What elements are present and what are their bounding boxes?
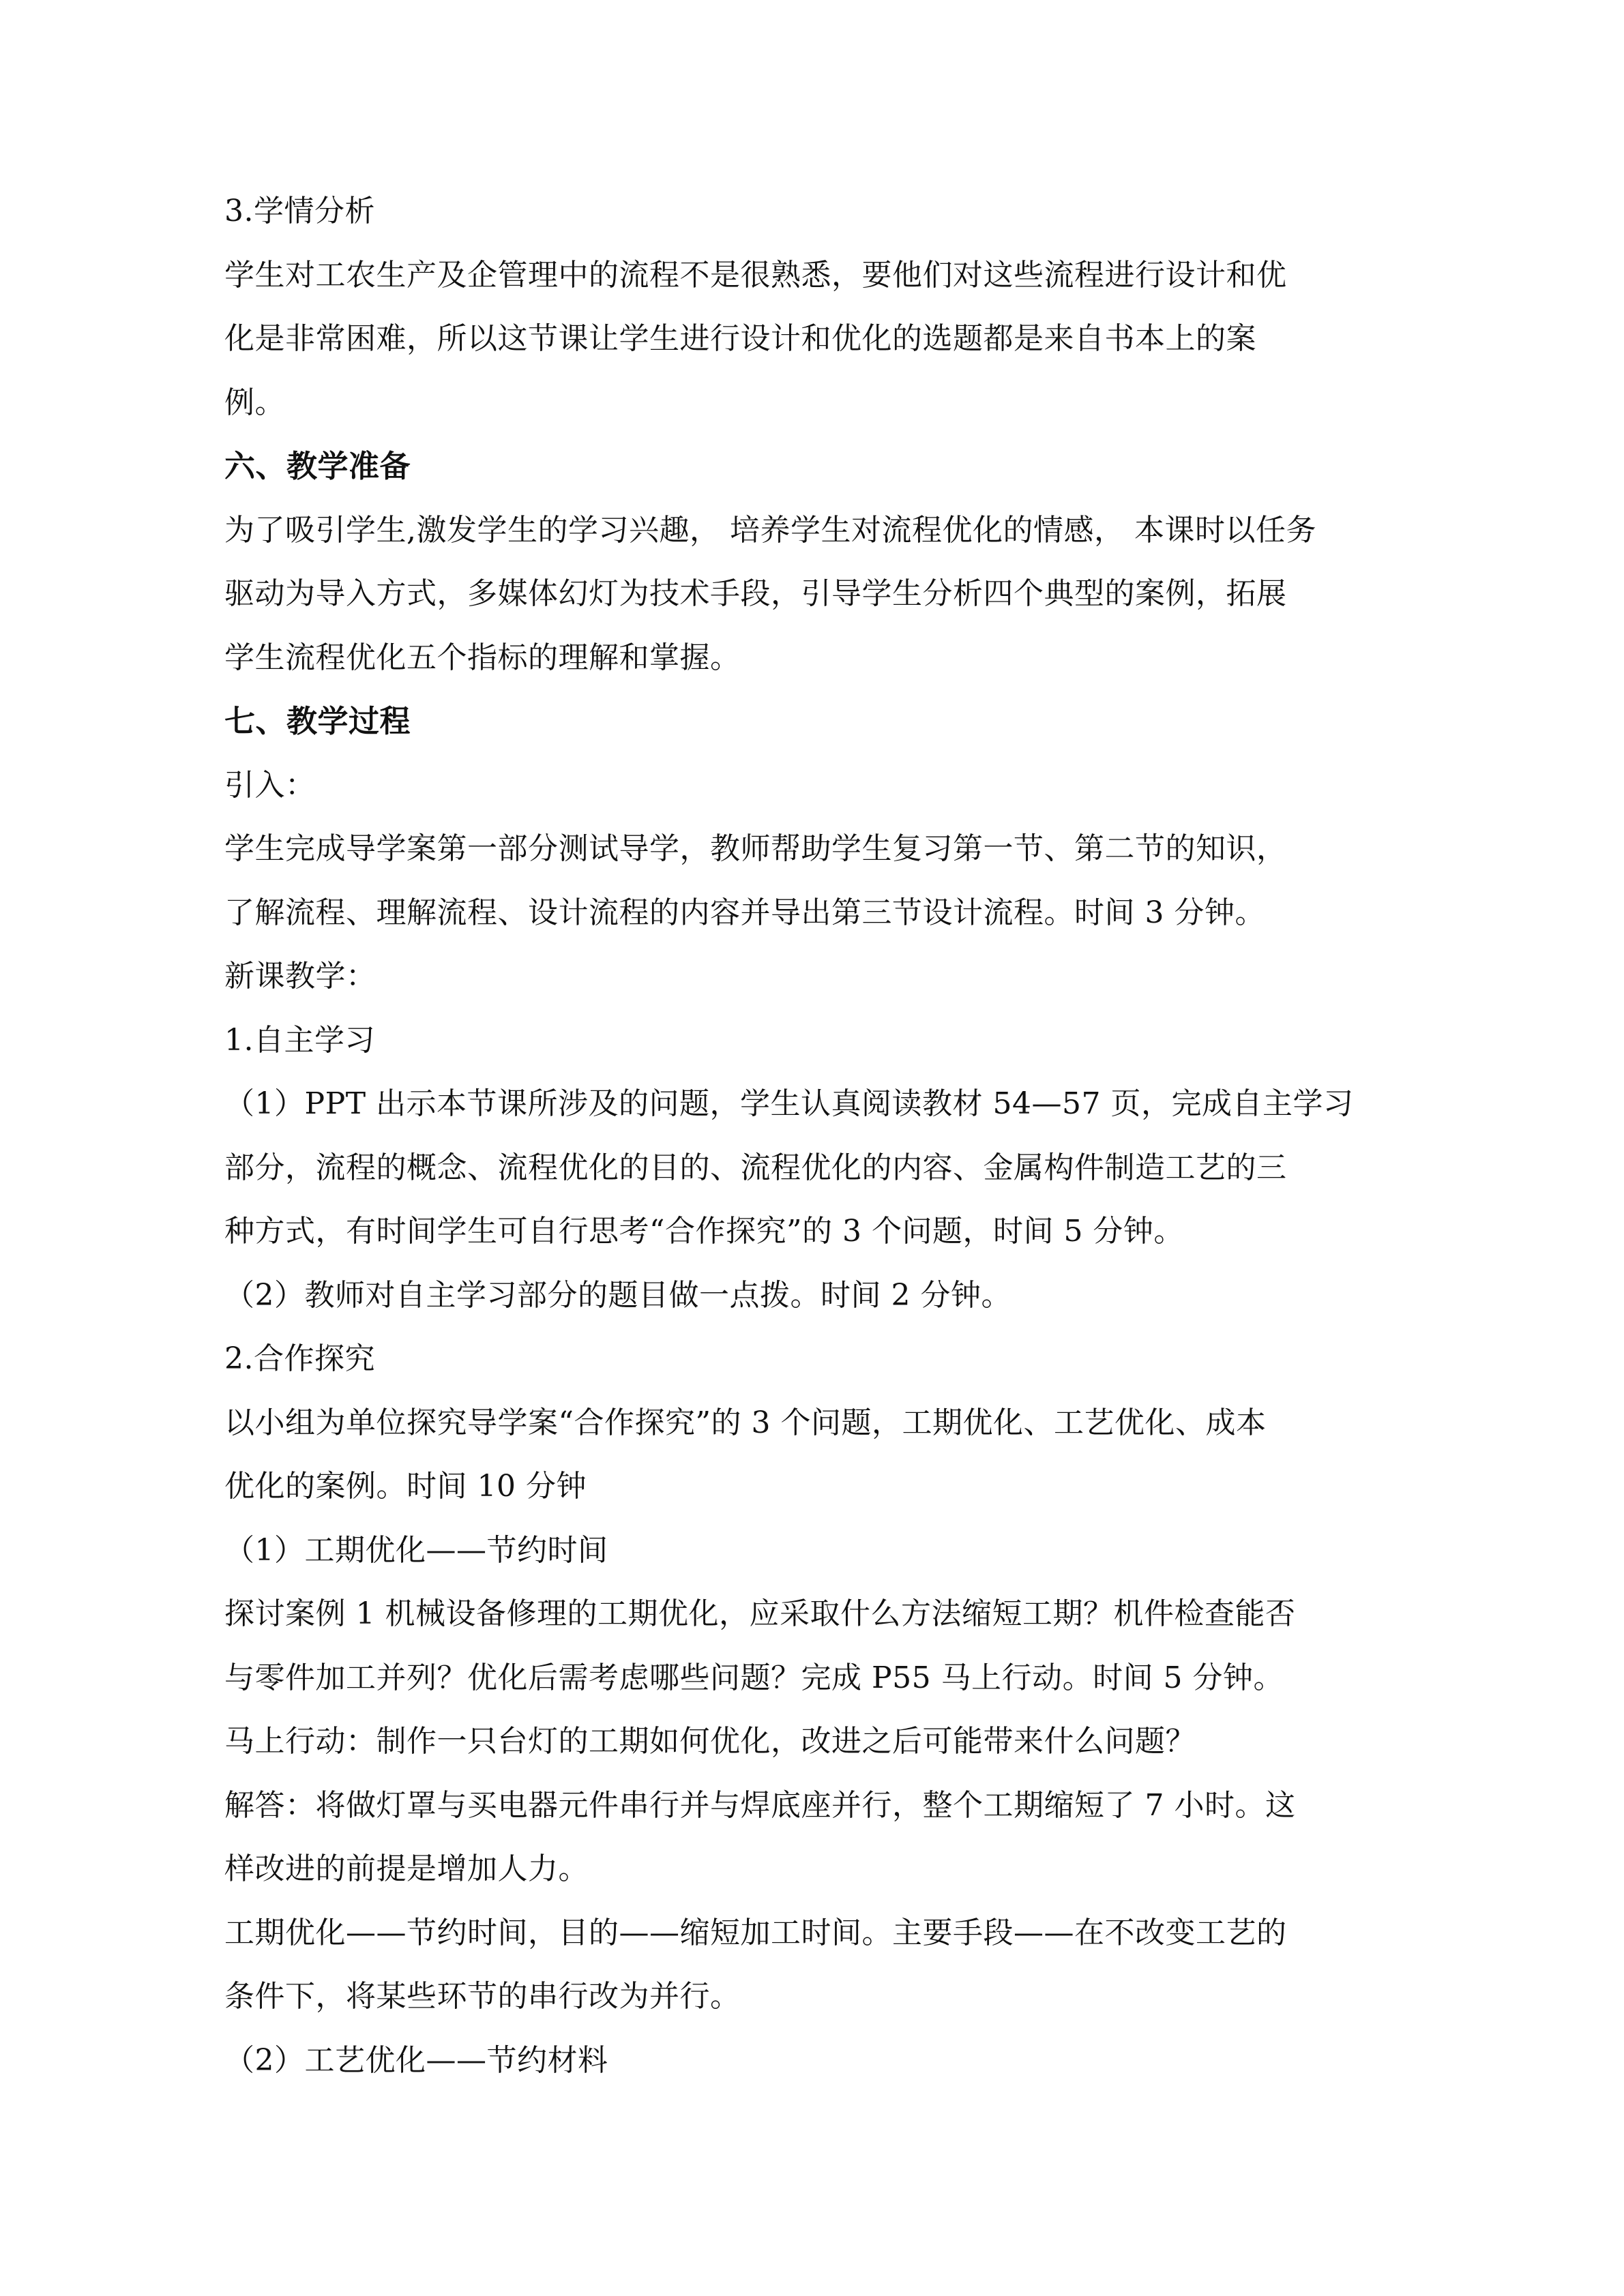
paragraph-line: 了解流程、理解流程、设计流程的内容并导出第三节设计流程。时间 3 分钟。 <box>224 895 1265 930</box>
subheading-schedule-optimization: （1）工期优化——节约时间 <box>224 1532 608 1568</box>
subheading-process-optimization: （2）工艺优化——节约材料 <box>224 2042 608 2078</box>
paragraph-line: 与零件加工并列？优化后需考虑哪些问题？完成 P55 马上行动。时间 5 分钟。 <box>224 1660 1284 1695</box>
paragraph-line: 化是非常困难，所以这节课让学生进行设计和优化的选题都是来自书本上的案 <box>224 321 1256 356</box>
paragraph-line: 学生流程优化五个指标的理解和掌握。 <box>224 640 741 675</box>
subheading-self-study: 1.自主学习 <box>224 1022 375 1058</box>
subheading-new-lesson: 新课教学： <box>224 959 377 994</box>
section-heading-teaching-preparation: 六、教学准备 <box>224 448 411 484</box>
paragraph-line: 以小组为单位探究导学案“合作探究”的 3 个问题，工期优化、工艺优化、成本 <box>224 1405 1267 1440</box>
paragraph-line: 探讨案例 1 机械设备修理的工期优化，应采取什么方法缩短工期？机件检查能否 <box>224 1596 1296 1631</box>
paragraph-line: 例。 <box>224 385 285 420</box>
paragraph-line: 工期优化——节约时间，目的——缩短加工时间。主要手段——在不改变工艺的 <box>224 1915 1287 1950</box>
paragraph-line: 优化的案例。时间 10 分钟 <box>224 1469 587 1504</box>
paragraph-line: （1）PPT 出示本节课所涉及的问题，学生认真阅读教材 54—57 页，完成自主学习 <box>224 1086 1354 1121</box>
paragraph-line: 样改进的前提是增加人力。 <box>224 1851 589 1886</box>
document-body <box>224 179 1418 2092</box>
section-heading-teaching-process: 七、教学过程 <box>224 703 411 739</box>
paragraph-line: 为了吸引学生,激发学生的学习兴趣， 培养学生对流程优化的情感， 本课时以任务 <box>224 512 1316 548</box>
paragraph-line: 解答：将做灯罩与买电器元件串行并与焊底座并行，整个工期缩短了 7 小时。这 <box>224 1787 1296 1823</box>
paragraph-line: （2）教师对自主学习部分的题目做一点拨。时间 2 分钟。 <box>224 1277 1012 1313</box>
paragraph-line: 马上行动：制作一只台灯的工期如何优化，改进之后可能带来什么问题？ <box>224 1724 1196 1759</box>
paragraph-line: 部分，流程的概念、流程优化的目的、流程优化的内容、金属构件制造工艺的三 <box>224 1150 1287 1185</box>
section-heading-learning-analysis: 3.学情分析 <box>224 194 375 228</box>
paragraph-line: 驱动为导入方式，多媒体幻灯为技术手段，引导学生分析四个典型的案例，拓展 <box>224 576 1287 611</box>
paragraph-line: 学生完成导学案第一部分测试导学，教师帮助学生复习第一节、第二节的知识， <box>224 831 1287 866</box>
paragraph-line: 条件下，将某些环节的串行改为并行。 <box>224 1979 741 2014</box>
paragraph-line: 种方式，有时间学生可自行思考“合作探究”的 3 个问题，时间 5 分钟。 <box>224 1214 1184 1249</box>
subheading-introduction: 引入： <box>224 767 316 803</box>
paragraph-line: 学生对工农生产及企管理中的流程不是很熟悉，要他们对这些流程进行设计和优 <box>224 257 1287 293</box>
subheading-cooperative-inquiry: 2.合作探究 <box>224 1341 375 1376</box>
